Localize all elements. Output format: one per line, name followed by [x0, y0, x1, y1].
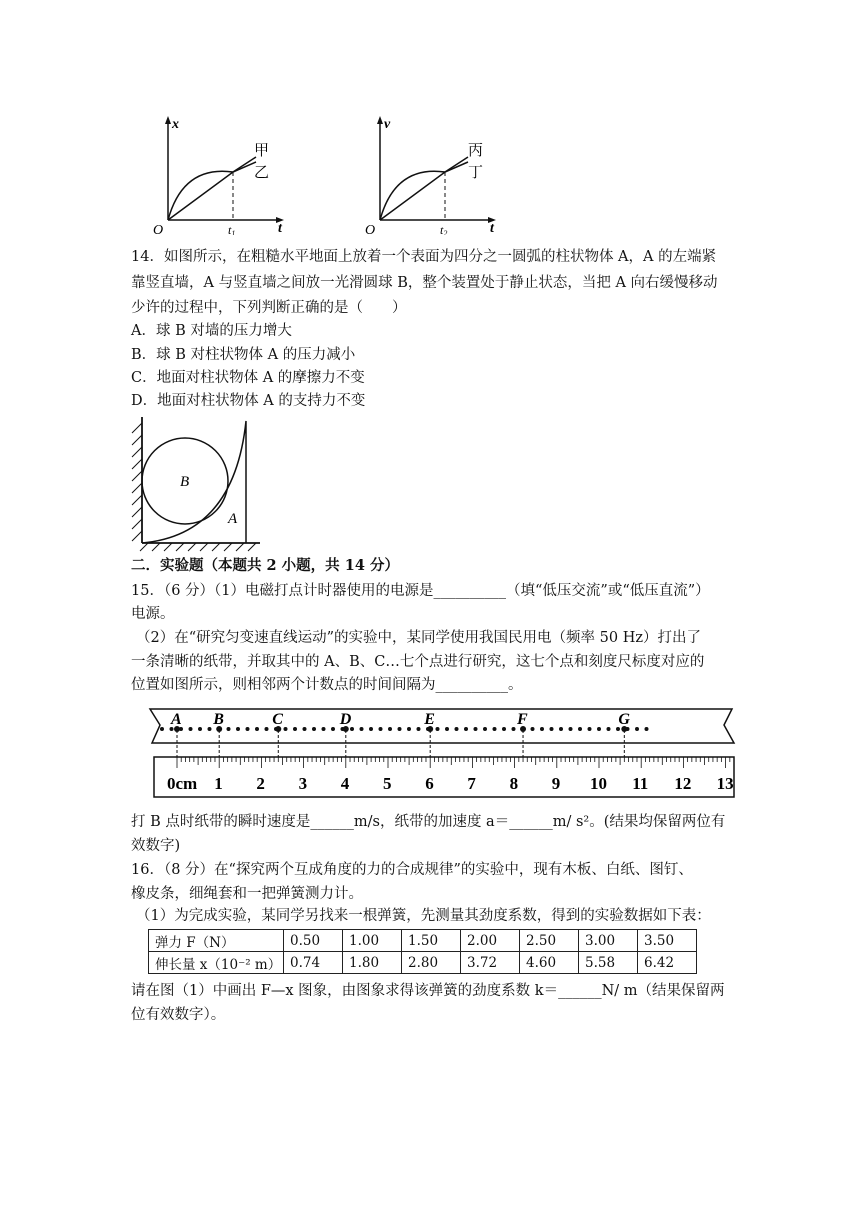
q16-line2: 橡皮条，细绳套和一把弹簧测力计。	[131, 886, 363, 902]
tape-dot	[407, 727, 411, 731]
table-cell: 2.00	[461, 930, 520, 952]
tape-dot	[379, 727, 383, 731]
graph-left-origin: O	[153, 223, 164, 235]
tape-dot	[160, 727, 164, 731]
q14-option-d: D．地面对柱状物体 A 的支持力不变	[131, 393, 366, 409]
table-cell: 0.50	[284, 930, 343, 952]
q16-line3: （1）为完成实验，某同学另找来一根弹簧，先测量其劲度系数，得到的实验数据如下表：	[136, 908, 711, 924]
ruler-label: 11	[632, 774, 649, 793]
tape-dot	[445, 727, 449, 731]
tape-dot	[246, 727, 250, 731]
q16-line4: 请在图（1）中画出 F—x 图象，由图象求得该弹簧的劲度系数 k＝______N/ m（结果保留两	[131, 983, 725, 999]
table-cell: 3.00	[579, 930, 638, 952]
graph-right-curve-bottom: 丁	[468, 165, 484, 181]
tape-dot	[531, 727, 535, 731]
paper-tape-and-ruler	[140, 703, 740, 803]
ruler-label: 0cm	[167, 774, 198, 793]
q15-line3: （2）在“研究匀变速直线运动”的实验中，某同学使用我国民用电（频率 50 Hz）打出了	[136, 630, 702, 646]
ruler-label: 5	[383, 774, 392, 793]
q16-line5: 位有效数字）。	[131, 1007, 226, 1023]
tape-dot	[436, 727, 440, 731]
ruler-label: 7	[467, 774, 476, 793]
tape-dot	[227, 727, 231, 731]
tape-point-label: F	[517, 711, 528, 728]
table-row	[149, 930, 697, 952]
table-cell: 0.74	[284, 952, 343, 974]
tape-dot	[645, 727, 649, 731]
table-cell: 3.50	[638, 930, 697, 952]
tape-dot	[578, 727, 582, 731]
table-header-extension: 伸长量 x（10⁻² m）	[149, 952, 284, 974]
q14-option-a: A．球 B 对墙的压力增大	[131, 323, 292, 339]
q16-line1: 16．（8 分）在“探究两个互成角度的力的合成规律”的实验中，现有木板、白纸、图钉、	[131, 862, 693, 878]
graph-x-t	[128, 110, 288, 235]
tape-dot	[464, 727, 468, 731]
table-cell: 3.72	[461, 952, 520, 974]
tape-dot	[284, 727, 288, 731]
tape-dot	[493, 727, 497, 731]
tape-dot	[265, 727, 269, 731]
ruler-label: 13	[716, 774, 734, 793]
tape-dot	[189, 727, 193, 731]
tape-dot	[293, 727, 297, 731]
q14-figure-ball-and-block	[124, 413, 264, 553]
tape-dot	[369, 727, 373, 731]
q14-stem-line1: 14．如图所示，在粗糙水平地面上放着一个表面为四分之一圆弧的柱状物体 A，A 的左端紧	[131, 249, 717, 265]
tape-dot	[483, 727, 487, 731]
graph-right-y-label: v	[384, 117, 391, 132]
q14-block-label: A	[228, 511, 238, 527]
ruler-label: 12	[674, 774, 692, 793]
tape-dot	[635, 727, 639, 731]
tape-dot	[597, 727, 601, 731]
tape-point-label: C	[272, 711, 283, 728]
table-row	[149, 952, 697, 974]
q15-answer-line2: 效数字)	[131, 838, 181, 854]
tape-point-label: D	[339, 711, 352, 728]
tape-point-label: G	[618, 711, 630, 728]
tape-dot	[540, 727, 544, 731]
q15-line5: 位置如图所示，则相邻两个计数点的时间间隔为__________。	[131, 677, 523, 693]
q15-answer-line1: 打 B 点时纸带的瞬时速度是______m/s，纸带的加速度 a＝______m/ s²。(结果均保留两位有	[131, 814, 726, 830]
tape-dot	[550, 727, 554, 731]
tape-point-label: E	[424, 711, 435, 728]
q14-stem-line2: 靠竖直墙，A 与竖直墙之间放一光滑圆球 B，整个装置处于静止状态，当把 A 向右缓慢移动	[131, 275, 718, 291]
graph-left-curve-bottom: 乙	[254, 165, 270, 181]
tape-dot	[417, 727, 421, 731]
table-cell: 2.80	[402, 952, 461, 974]
graph-left-tick: t1	[228, 223, 236, 235]
tape-dot	[208, 727, 212, 731]
ruler-label: 9	[551, 774, 561, 793]
tape-dot	[331, 727, 335, 731]
tape-dot	[312, 727, 316, 731]
graph-right-tick: t2	[440, 223, 448, 235]
ruler-label: 10	[590, 774, 607, 793]
tape-point-label: B	[213, 711, 224, 728]
tape-dot	[455, 727, 459, 731]
ruler-label: 2	[256, 774, 265, 793]
spring-data-table	[148, 929, 697, 974]
tape-dot	[474, 727, 478, 731]
table-cell: 6.42	[638, 952, 697, 974]
q15-line2: 电源。	[131, 606, 175, 622]
table-cell: 1.80	[343, 952, 402, 974]
graph-v-t	[340, 110, 500, 235]
q15-line4: 一条清晰的纸带，并取其中的 A、B、C…七个点进行研究，这七个点和刻度尺标度对应的	[131, 654, 705, 670]
tape-dot	[569, 727, 573, 731]
q14-option-c: C．地面对柱状物体 A 的摩擦力不变	[131, 370, 365, 386]
tape-dot	[255, 727, 259, 731]
table-cell: 4.60	[520, 952, 579, 974]
graph-left-y-label: x	[172, 117, 179, 132]
ruler-label: 6	[425, 774, 434, 793]
q14-ball-label: B	[180, 474, 190, 490]
q14-stem-line3: 少许的过程中，下列判断正确的是（ ）	[131, 300, 407, 316]
tape-dot	[322, 727, 326, 731]
tape-dot	[360, 727, 364, 731]
tape-dot	[607, 727, 611, 731]
tape-dot	[398, 727, 402, 731]
tape-dot	[198, 727, 202, 731]
table-cell: 2.50	[520, 930, 579, 952]
ruler-label: 3	[298, 774, 308, 793]
tape-dot	[588, 727, 592, 731]
table-header-force: 弹力 F（N）	[149, 930, 284, 952]
tape-dot	[388, 727, 392, 731]
ruler-label: 8	[509, 774, 519, 793]
graph-right-x-label: t	[490, 221, 494, 235]
ruler-label: 4	[340, 774, 350, 793]
graph-right-curve-top: 丙	[468, 143, 484, 159]
table-cell: 5.58	[579, 952, 638, 974]
table-cell: 1.50	[402, 930, 461, 952]
tape-dot	[303, 727, 307, 731]
tape-dot	[559, 727, 563, 731]
ruler-label: 1	[214, 774, 223, 793]
graph-right-origin: O	[365, 223, 376, 235]
section-title: 二．实验题（本题共 2 小题，共 14 分）	[131, 557, 399, 574]
q15-line1: 15．（6 分）（1）电磁打点计时器使用的电源是__________（填“低压交流”或“低压直流”）	[131, 583, 710, 599]
q14-option-b: B．球 B 对柱状物体 A 的压力减小	[131, 347, 356, 363]
graph-left-x-label: t	[278, 221, 282, 235]
tape-dot	[236, 727, 240, 731]
tape-point-label: A	[171, 711, 182, 728]
table-cell: 1.00	[343, 930, 402, 952]
graph-left-curve-top: 甲	[254, 143, 270, 159]
tape-dot	[512, 727, 516, 731]
tape-dot	[502, 727, 506, 731]
